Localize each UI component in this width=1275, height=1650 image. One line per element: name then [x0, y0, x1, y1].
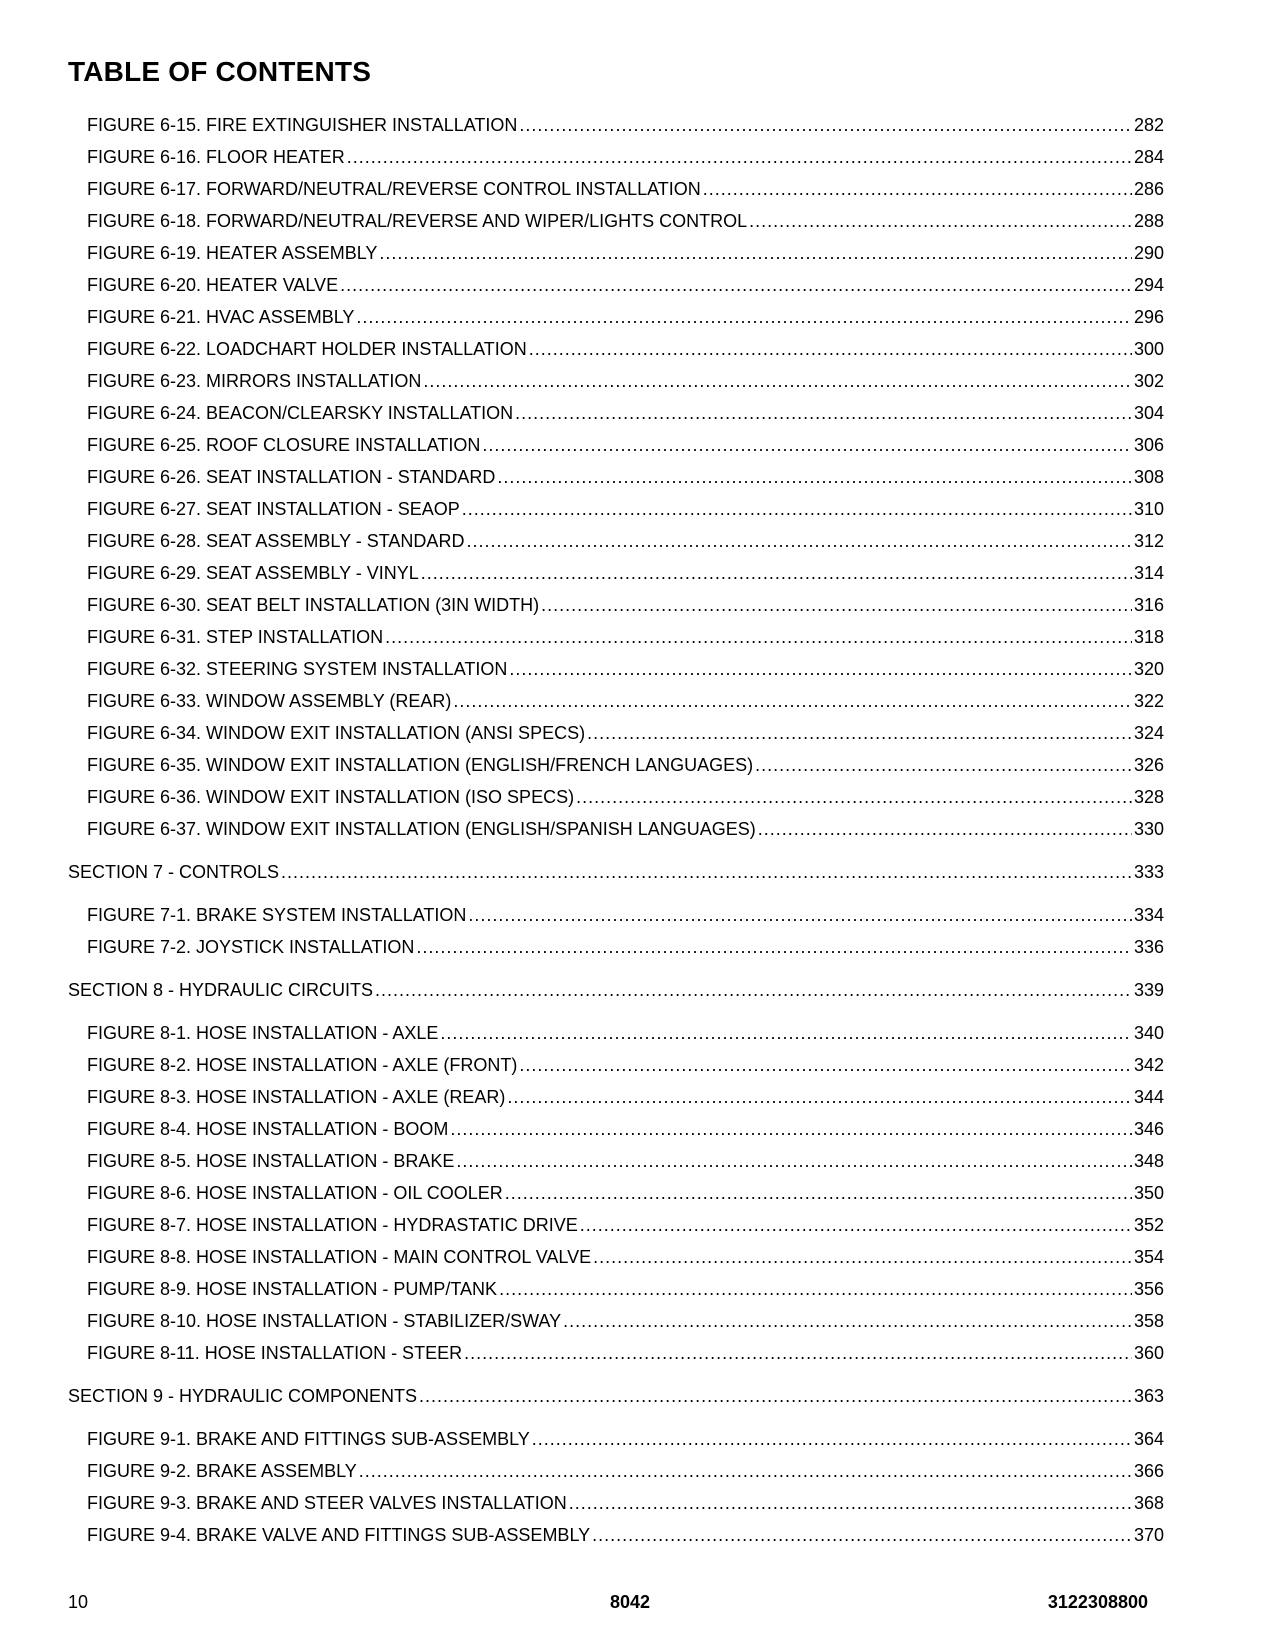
toc-entry-page: 352: [1133, 1215, 1164, 1235]
toc-entry-page: 286: [1133, 179, 1164, 199]
toc-entry-page: 314: [1133, 563, 1164, 583]
dot-leader: [423, 365, 1132, 397]
toc-figure-entry[interactable]: [68, 237, 1164, 269]
toc-entry-page: 368: [1133, 1493, 1164, 1513]
toc-entry-page: 360: [1133, 1343, 1164, 1363]
toc-figure-entry[interactable]: [68, 781, 1164, 813]
toc-entry-page: 324: [1133, 723, 1164, 743]
toc-entry-page: 342: [1133, 1055, 1164, 1075]
toc-entry-label: FIGURE 6-34. WINDOW EXIT INSTALLATION (ANSI SPECS): [87, 723, 586, 743]
toc-entry-label: FIGURE 6-37. WINDOW EXIT INSTALLATION (ENGLISH/SPANISH LANGUAGES): [87, 819, 756, 839]
toc-entry-label: FIGURE 6-25. ROOF CLOSURE INSTALLATION: [87, 435, 481, 455]
dot-leader: [379, 237, 1132, 269]
dot-leader: [519, 1049, 1132, 1081]
footer-document-number: 3122308800: [1047, 1592, 1148, 1612]
toc-entry-label: FIGURE 6-28. SEAT ASSEMBLY - STANDARD: [87, 531, 465, 551]
toc-entry-label: FIGURE 9-2. BRAKE ASSEMBLY: [87, 1461, 357, 1481]
toc-entry-page: 370: [1133, 1525, 1164, 1545]
dot-leader: [703, 173, 1132, 205]
toc-entry-label: SECTION 8 - HYDRAULIC CIRCUITS: [68, 980, 374, 1000]
dot-leader: [464, 1337, 1132, 1369]
toc-figure-entry[interactable]: [68, 397, 1164, 429]
toc-entry-page: 318: [1133, 627, 1164, 647]
dot-leader: [541, 589, 1132, 621]
toc-figure-entry[interactable]: [68, 1487, 1164, 1519]
toc-entry-label: SECTION 7 - CONTROLS: [68, 862, 280, 882]
dot-leader: [587, 717, 1132, 749]
toc-figure-entry[interactable]: [68, 1081, 1164, 1113]
toc-entry-page: 304: [1133, 403, 1164, 423]
toc-entry-label: FIGURE 6-20. HEATER VALVE: [87, 275, 339, 295]
footer-page-number: 10: [68, 1592, 89, 1612]
toc-figure-entry[interactable]: [68, 429, 1164, 461]
toc-entry-label: FIGURE 6-26. SEAT INSTALLATION - STANDARD: [87, 467, 496, 487]
toc-entry-label: FIGURE 6-22. LOADCHART HOLDER INSTALLATION: [87, 339, 527, 359]
toc-entry-label: FIGURE 8-11. HOSE INSTALLATION - STEER: [87, 1343, 463, 1363]
toc-entry-label: FIGURE 8-2. HOSE INSTALLATION - AXLE (FRONT): [87, 1055, 518, 1075]
toc-figure-entry[interactable]: [68, 173, 1164, 205]
toc-entry-page: 290: [1133, 243, 1164, 263]
toc-figure-entry[interactable]: [68, 717, 1164, 749]
toc-entry-page: 366: [1133, 1461, 1164, 1481]
toc-entry-label: FIGURE 8-8. HOSE INSTALLATION - MAIN CONTROL VALVE: [87, 1247, 592, 1267]
toc-entry-page: 328: [1133, 787, 1164, 807]
toc-entry-page: 284: [1133, 147, 1164, 167]
toc-entry-page: 320: [1133, 659, 1164, 679]
toc-entry-page: 296: [1133, 307, 1164, 327]
dot-leader: [356, 301, 1132, 333]
toc-figure-entry[interactable]: [68, 1273, 1164, 1305]
toc-entry-label: FIGURE 9-4. BRAKE VALVE AND FITTINGS SUB-ASSEMBLY: [87, 1525, 591, 1545]
toc-entry-page: 363: [1133, 1386, 1164, 1406]
dot-leader: [340, 269, 1132, 301]
toc-figure-entry[interactable]: [68, 685, 1164, 717]
dot-leader: [281, 856, 1132, 888]
toc-entry-label: FIGURE 8-9. HOSE INSTALLATION - PUMP/TANK: [87, 1279, 498, 1299]
toc-figure-entry[interactable]: [68, 1305, 1164, 1337]
toc-entry-page: 308: [1133, 467, 1164, 487]
toc-entry-page: 364: [1133, 1429, 1164, 1449]
toc-figure-entry[interactable]: [68, 1519, 1164, 1551]
dot-leader: [499, 1273, 1132, 1305]
dot-leader: [456, 1145, 1132, 1177]
dot-leader: [569, 1487, 1132, 1519]
toc-entry-label: FIGURE 8-5. HOSE INSTALLATION - BRAKE: [87, 1151, 455, 1171]
toc-figure-entry[interactable]: [68, 1337, 1164, 1369]
toc-entry-label: SECTION 9 - HYDRAULIC COMPONENTS: [68, 1386, 418, 1406]
toc-entry-page: 282: [1133, 115, 1164, 135]
toc-entry-label: FIGURE 9-1. BRAKE AND FITTINGS SUB-ASSEMBLY: [87, 1429, 530, 1449]
toc-figure-entry[interactable]: [68, 1209, 1164, 1241]
dot-leader: [505, 1177, 1132, 1209]
dot-leader: [421, 557, 1132, 589]
dot-leader: [580, 1209, 1132, 1241]
toc-figure-entry[interactable]: [68, 333, 1164, 365]
dot-leader: [593, 1241, 1132, 1273]
dot-leader: [416, 931, 1132, 963]
toc-entry-page: 344: [1133, 1087, 1164, 1107]
toc-entry-label: FIGURE 8-10. HOSE INSTALLATION - STABILIZER/SWAY: [87, 1311, 562, 1331]
dot-leader: [507, 1081, 1132, 1113]
toc-entry-label: FIGURE 7-1. BRAKE SYSTEM INSTALLATION: [87, 905, 467, 925]
toc-entry-page: 334: [1133, 905, 1164, 925]
toc-entry-label: FIGURE 6-16. FLOOR HEATER: [87, 147, 345, 167]
toc-figure-entry[interactable]: [68, 899, 1164, 931]
toc-figure-entry[interactable]: [68, 621, 1164, 653]
toc-figure-entry[interactable]: [68, 461, 1164, 493]
toc-entry-label: FIGURE 6-18. FORWARD/NEUTRAL/REVERSE AND WIPER/LIGHTS CONTROL: [87, 211, 748, 231]
toc-entry-label: FIGURE 6-29. SEAT ASSEMBLY - VINYL: [87, 563, 419, 583]
dot-leader: [359, 1455, 1132, 1487]
toc-figure-entry[interactable]: [68, 365, 1164, 397]
toc-figure-entry[interactable]: [68, 1241, 1164, 1273]
dot-leader: [532, 1423, 1132, 1455]
toc-entry-label: FIGURE 6-17. FORWARD/NEUTRAL/REVERSE CONTROL INSTALLATION: [87, 179, 701, 199]
dot-leader: [440, 1017, 1132, 1049]
toc-entry-label: FIGURE 6-19. HEATER ASSEMBLY: [87, 243, 378, 263]
toc-entry-page: 340: [1133, 1023, 1164, 1043]
dot-leader: [576, 781, 1132, 813]
toc-figure-entry[interactable]: [68, 557, 1164, 589]
toc-entry-label: FIGURE 8-3. HOSE INSTALLATION - AXLE (REAR): [87, 1087, 506, 1107]
toc-figure-entry[interactable]: [68, 269, 1164, 301]
toc-figure-entry[interactable]: [68, 749, 1164, 781]
toc-figure-entry[interactable]: [68, 301, 1164, 333]
toc-figure-entry[interactable]: [68, 1113, 1164, 1145]
toc-entry-label: FIGURE 6-33. WINDOW ASSEMBLY (REAR): [87, 691, 452, 711]
dot-leader: [347, 141, 1132, 173]
toc-entry-label: FIGURE 6-21. HVAC ASSEMBLY: [87, 307, 355, 327]
toc-figure-entry[interactable]: [68, 931, 1164, 963]
toc-figure-entry[interactable]: [68, 653, 1164, 685]
toc-figure-entry[interactable]: [68, 1177, 1164, 1209]
toc-entry-page: 348: [1133, 1151, 1164, 1171]
toc-section-entry[interactable]: [68, 1380, 1164, 1412]
page-title: TABLE OF CONTENTS: [68, 56, 372, 87]
toc-entry-page: 346: [1133, 1119, 1164, 1139]
dot-leader: [453, 685, 1132, 717]
toc-entry-page: 358: [1133, 1311, 1164, 1331]
dot-leader: [385, 621, 1132, 653]
dot-leader: [519, 109, 1132, 141]
dot-leader: [462, 493, 1132, 525]
toc-entry-page: 288: [1133, 211, 1164, 231]
toc-figure-entry[interactable]: [68, 109, 1164, 141]
toc-entry-page: 322: [1133, 691, 1164, 711]
dot-leader: [563, 1305, 1132, 1337]
toc-entry-page: 354: [1133, 1247, 1164, 1267]
dot-leader: [755, 749, 1132, 781]
dot-leader: [482, 429, 1132, 461]
toc-entry-label: FIGURE 8-4. HOSE INSTALLATION - BOOM: [87, 1119, 449, 1139]
toc-entry-page: 312: [1133, 531, 1164, 551]
toc-entry-page: 350: [1133, 1183, 1164, 1203]
dot-leader: [419, 1380, 1132, 1412]
toc-entry-label: FIGURE 6-15. FIRE EXTINGUISHER INSTALLATION: [87, 115, 518, 135]
toc-figure-entry[interactable]: [68, 1049, 1164, 1081]
toc-section-entry[interactable]: [68, 974, 1164, 1006]
dot-leader: [749, 205, 1132, 237]
page-footer: [0, 1592, 1275, 1616]
toc-entry-page: 306: [1133, 435, 1164, 455]
toc-entry-label: FIGURE 7-2. JOYSTICK INSTALLATION: [87, 937, 415, 957]
toc-figure-entry[interactable]: [68, 1145, 1164, 1177]
toc-entry-page: 294: [1133, 275, 1164, 295]
toc-entry-label: FIGURE 8-6. HOSE INSTALLATION - OIL COOLER: [87, 1183, 503, 1203]
dot-leader: [592, 1519, 1132, 1551]
dot-leader: [375, 974, 1132, 1006]
toc-figure-entry[interactable]: [68, 589, 1164, 621]
toc-entry-page: 356: [1133, 1279, 1164, 1299]
dot-leader: [497, 461, 1132, 493]
toc-figure-entry[interactable]: [68, 493, 1164, 525]
toc-entry-label: FIGURE 8-1. HOSE INSTALLATION - AXLE: [87, 1023, 439, 1043]
toc-entry-label: FIGURE 6-36. WINDOW EXIT INSTALLATION (ISO SPECS): [87, 787, 575, 807]
toc-entry-page: 336: [1133, 937, 1164, 957]
toc-figure-entry[interactable]: [68, 1423, 1164, 1455]
toc-entry-label: FIGURE 6-27. SEAT INSTALLATION - SEAOP: [87, 499, 460, 519]
toc-figure-entry[interactable]: [68, 205, 1164, 237]
toc-entry-page: 326: [1133, 755, 1164, 775]
toc-entry-page: 316: [1133, 595, 1164, 615]
toc-entry-label: FIGURE 6-32. STEERING SYSTEM INSTALLATION: [87, 659, 508, 679]
toc-entry-page: 310: [1133, 499, 1164, 519]
dot-leader: [529, 333, 1132, 365]
toc-entry-label: FIGURE 6-24. BEACON/CLEARSKY INSTALLATION: [87, 403, 514, 423]
dot-leader: [515, 397, 1132, 429]
toc-entry-label: FIGURE 6-23. MIRRORS INSTALLATION: [87, 371, 422, 391]
toc-figure-entry[interactable]: [68, 141, 1164, 173]
toc-section-entry[interactable]: [68, 856, 1164, 888]
dot-leader: [509, 653, 1132, 685]
toc-figure-entry[interactable]: [68, 813, 1164, 845]
toc-entry-label: FIGURE 9-3. BRAKE AND STEER VALVES INSTALLATION: [87, 1493, 567, 1513]
toc-entry-label: FIGURE 6-35. WINDOW EXIT INSTALLATION (ENGLISH/FRENCH LANGUAGES): [87, 755, 754, 775]
toc-entry-page: 300: [1133, 339, 1164, 359]
toc-figure-entry[interactable]: [68, 1455, 1164, 1487]
toc-entry-label: FIGURE 8-7. HOSE INSTALLATION - HYDRASTATIC DRIVE: [87, 1215, 578, 1235]
toc-entry-page: 330: [1133, 819, 1164, 839]
dot-leader: [466, 525, 1132, 557]
toc-entry-page: 339: [1133, 980, 1164, 1000]
toc-entry-page: 302: [1133, 371, 1164, 391]
toc-entry-page: 333: [1133, 862, 1164, 882]
toc-figure-entry[interactable]: [68, 1017, 1164, 1049]
toc-entry-label: FIGURE 6-30. SEAT BELT INSTALLATION (3IN WIDTH): [87, 595, 540, 615]
dot-leader: [758, 813, 1132, 845]
dot-leader: [468, 899, 1132, 931]
dot-leader: [450, 1113, 1132, 1145]
toc-entry-label: FIGURE 6-31. STEP INSTALLATION: [87, 627, 384, 647]
footer-model-number: 8042: [610, 1592, 651, 1612]
toc-figure-entry[interactable]: [68, 525, 1164, 557]
table-of-contents: [68, 109, 1164, 1551]
